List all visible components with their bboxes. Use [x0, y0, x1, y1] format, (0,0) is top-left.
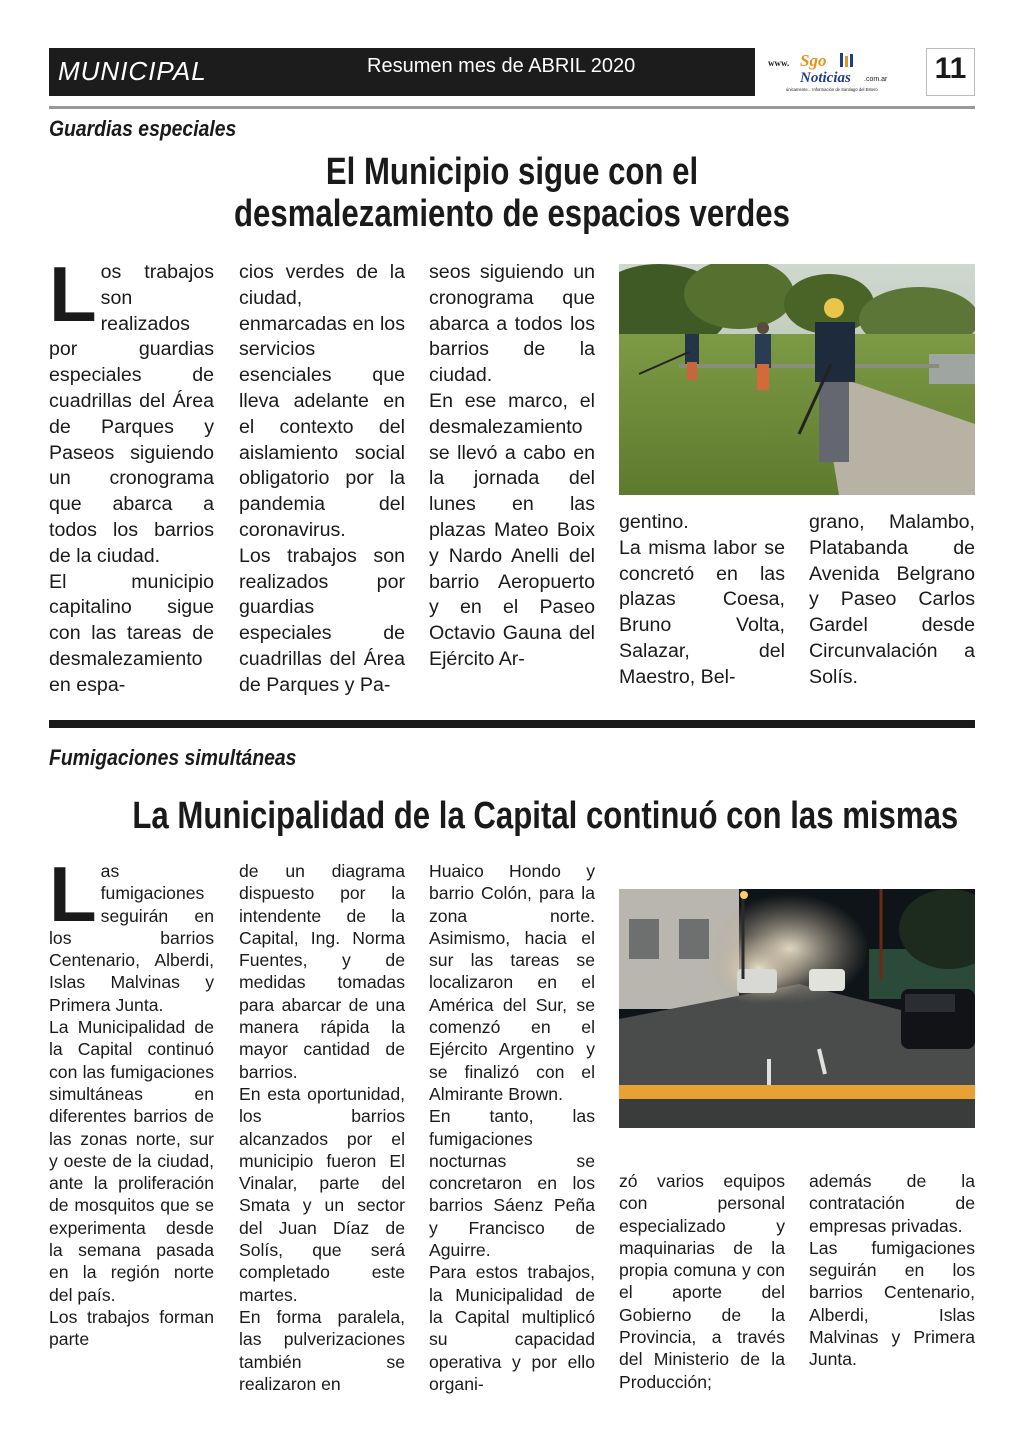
svg-text:Sgo: Sgo [800, 51, 827, 70]
article2-dropcap: L [49, 850, 97, 938]
article2-paragraph: En esta oportunidad, los barrios alcanzados por el municipio fueron El Vinalar, parte del Smata y un sector del Juan Díaz de Solís, que será completado este martes. [239, 1083, 405, 1305]
grass-cutting-photo [619, 264, 975, 495]
article1-headline-line2: desmalezamiento de espacios verdes [234, 193, 790, 235]
article1-kicker: Guardias especiales [49, 116, 237, 141]
svg-text:.com.ar: .com.ar [864, 76, 888, 83]
article1-paragraph: cios verdes de la ciudad, enmarcadas en los servicios esenciales que lleva adelante en el contexto del aislamiento social obligatorio por la pandemia del coronavirus. [239, 261, 405, 541]
header-rule [49, 106, 975, 109]
article1-column-4 [619, 510, 785, 691]
article2-paragraph: La Municipalidad de la Capital continuó con las fumigaciones simultáneas en diferentes barrios de las zonas norte, sur y oeste de la ciudad, ante la proliferación de mosquitos que se experimenta desde la semana pasada en la región norte del país. [49, 1017, 214, 1305]
article2-paragraph: además de la contratación de empresas privadas. [809, 1171, 975, 1236]
article2-paragraph: Los trabajos forman parte [49, 1306, 214, 1350]
article1-headline-line1: El Municipio sigue con el [325, 151, 699, 193]
article1-paragraph: El municipio capitalino sigue con las tareas de desmalezamiento en espa- [49, 570, 214, 696]
article2-paragraph: as fumigaciones seguirán en los barrios Centenario, Alberdi, Islas Malvinas y Primera Junta. [49, 861, 214, 1015]
article2-paragraph: Para estos trabajos, la Municipalidad de la Capital multiplicó su capacidad operativa y por ello organi- [429, 1262, 595, 1394]
article1-paragraph: gentino. [619, 511, 689, 533]
article1-column-1 [49, 250, 214, 699]
article2-column-5 [809, 1170, 975, 1371]
section-divider [49, 720, 975, 728]
article1-column-2 [239, 260, 405, 699]
section-label: MUNICIPAL [58, 56, 207, 86]
night-fumigation-photo [619, 889, 975, 1128]
article1-paragraph: La misma labor se concretó en las plazas Coesa, Bruno Volta, Salazar, del Maestro, Bel- [619, 536, 785, 688]
article1-column-3 [429, 260, 595, 673]
article1-paragraph: En ese marco, el desmalezamiento se llevó a cabo en la jornada del lunes en las plazas Mateo Boix y Nardo Anelli del barrio Aeropuerto y en el Paseo Octavio Gauna del Ejército Ar- [429, 389, 595, 670]
issue-date: Resumen mes de ABRIL 2020 [367, 55, 636, 77]
article2-paragraph: zó varios equipos con personal especializado y maquinarias de la propia comuna y con el aporte del Gobierno de la Provincia, a través del Ministerio de la Producción; [619, 1171, 785, 1392]
svg-text:Noticias: Noticias [800, 70, 851, 86]
article2-paragraph: En tanto, las fumigaciones nocturnas se concretaron en los barrios Sáenz Peña y Francisco de Aguirre. [429, 1106, 595, 1261]
article2-column-4 [619, 1170, 785, 1393]
article1-dropcap: L [49, 250, 97, 338]
article1-paragraph: grano, Malambo, Platabanda de Avenida Belgrano y Paseo Carlos Gardel desde Circunvalación a Solís. [809, 511, 975, 688]
article1-paragraph: os trabajos son realizados por guardias especiales de cuadrillas del Área de Parques y Paseos siguiendo un cronograma que abarca a todos los barrios de la ciudad. [49, 261, 214, 567]
article2-kicker: Fumigaciones simultáneas [49, 745, 297, 770]
article1-paragraph: Los trabajos son realizados por guardias especiales de cuadrillas del Área de Parques y Pa- [239, 544, 405, 696]
article2-column-1 [49, 850, 214, 1351]
svg-text:www.: www. [768, 58, 790, 68]
article2-column-2 [239, 860, 405, 1395]
svg-text:únicamente... Información de S: únicamente... Información de Santiago del Estero [786, 87, 878, 92]
article2-headline: La Municipalidad de la Capital continuó con las mismas [132, 795, 959, 837]
article2-paragraph: Huaico Hondo y barrio Colón, para la zona norte. Asimismo, hacia el sur las tareas se localizaron en el América del Sur, se comenzó en el Ejército Argentino y se finalizó con el Almirante Brown. [429, 861, 595, 1104]
article2-paragraph: En forma paralela, las pulverizaciones también se realizaron en [239, 1306, 405, 1394]
article2-paragraph: de un diagrama dispuesto por la intendente de la Capital, Ing. Norma Fuentes, y de medidas tomadas para abarcar de una manera rápida la mayor cantidad de barrios. [239, 861, 405, 1082]
article1-column-5 [809, 510, 975, 691]
article2-paragraph: Las fumigaciones seguirán en los barrios Centenario, Alberdi, Islas Malvinas y Primera Junta. [809, 1237, 975, 1370]
article1-paragraph: seos siguiendo un cronograma que abarca a todos los barrios de la ciudad. [429, 261, 595, 387]
article2-column-3 [429, 860, 595, 1395]
sgo-noticias-logo [766, 50, 906, 98]
page-number: 11 [934, 52, 967, 85]
